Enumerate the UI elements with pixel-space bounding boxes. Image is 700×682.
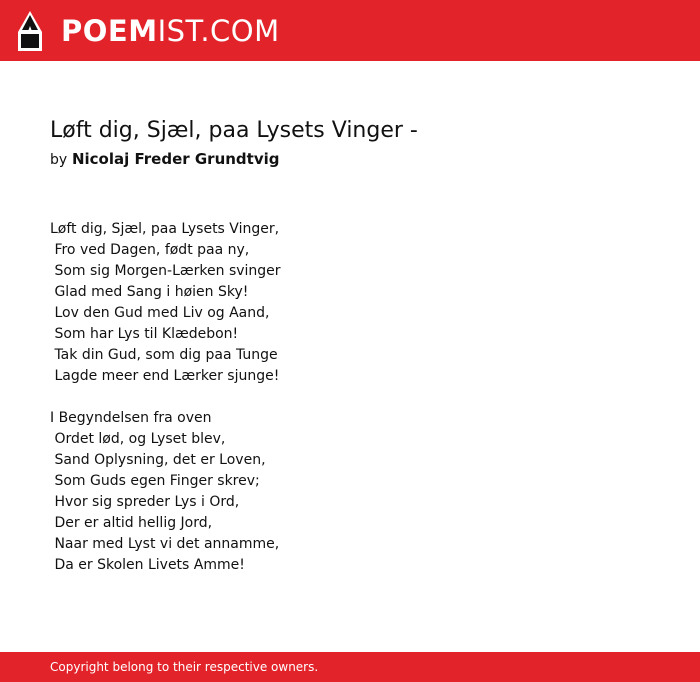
brand-name — [61, 14, 280, 48]
poem-line: I Begyndelsen fra oven — [50, 410, 212, 426]
site-header — [0, 0, 700, 61]
brand-light: IST.COM — [157, 14, 280, 48]
site-footer — [0, 652, 700, 682]
byline — [50, 148, 670, 171]
poem-title: Løft dig, Sjæl, paa Lysets Vinger - — [50, 118, 418, 143]
poem-line: Naar med Lyst vi det annamme, — [50, 536, 280, 552]
poem-content — [50, 116, 670, 597]
pencil-tip-icon — [17, 10, 43, 52]
stanza-1 — [50, 219, 670, 387]
author-link[interactable]: Nicolaj Freder Grundtvig — [71, 150, 280, 168]
stanza-2 — [50, 408, 670, 576]
by-label: by — [50, 152, 68, 168]
poem-line: Lov den Gud med Liv og Aand, — [50, 305, 270, 321]
poem-line: Tak din Gud, som dig paa Tunge — [50, 347, 278, 363]
poem-line: Da er Skolen Livets Amme! — [50, 557, 245, 573]
poem-line: Som har Lys til Klædebon! — [50, 326, 239, 342]
brand-bold: POEM — [61, 14, 158, 48]
poem-line: Ordet lød, og Lyset blev, — [50, 431, 226, 447]
poem-line: Som Guds egen Finger skrev; — [50, 473, 260, 489]
poem-line: Lagde meer end Lærker sjunge! — [50, 368, 280, 384]
poem-line: Hvor sig spreder Lys i Ord, — [50, 494, 240, 510]
poem-line: Som sig Morgen-Lærken svinger — [50, 263, 281, 279]
site-logo-link[interactable] — [17, 10, 280, 52]
poem-line: Fro ved Dagen, født paa ny, — [50, 242, 250, 258]
poem-line: Sand Oplysning, det er Loven, — [50, 452, 266, 468]
poem-line: Løft dig, Sjæl, paa Lysets Vinger, — [50, 221, 280, 237]
poem-line: Der er altid hellig Jord, — [50, 515, 213, 531]
poem-body — [50, 219, 670, 576]
poem-line: Glad med Sang i høien Sky! — [50, 284, 249, 300]
copyright-text: Copyright belong to their respective owners. — [50, 660, 319, 674]
